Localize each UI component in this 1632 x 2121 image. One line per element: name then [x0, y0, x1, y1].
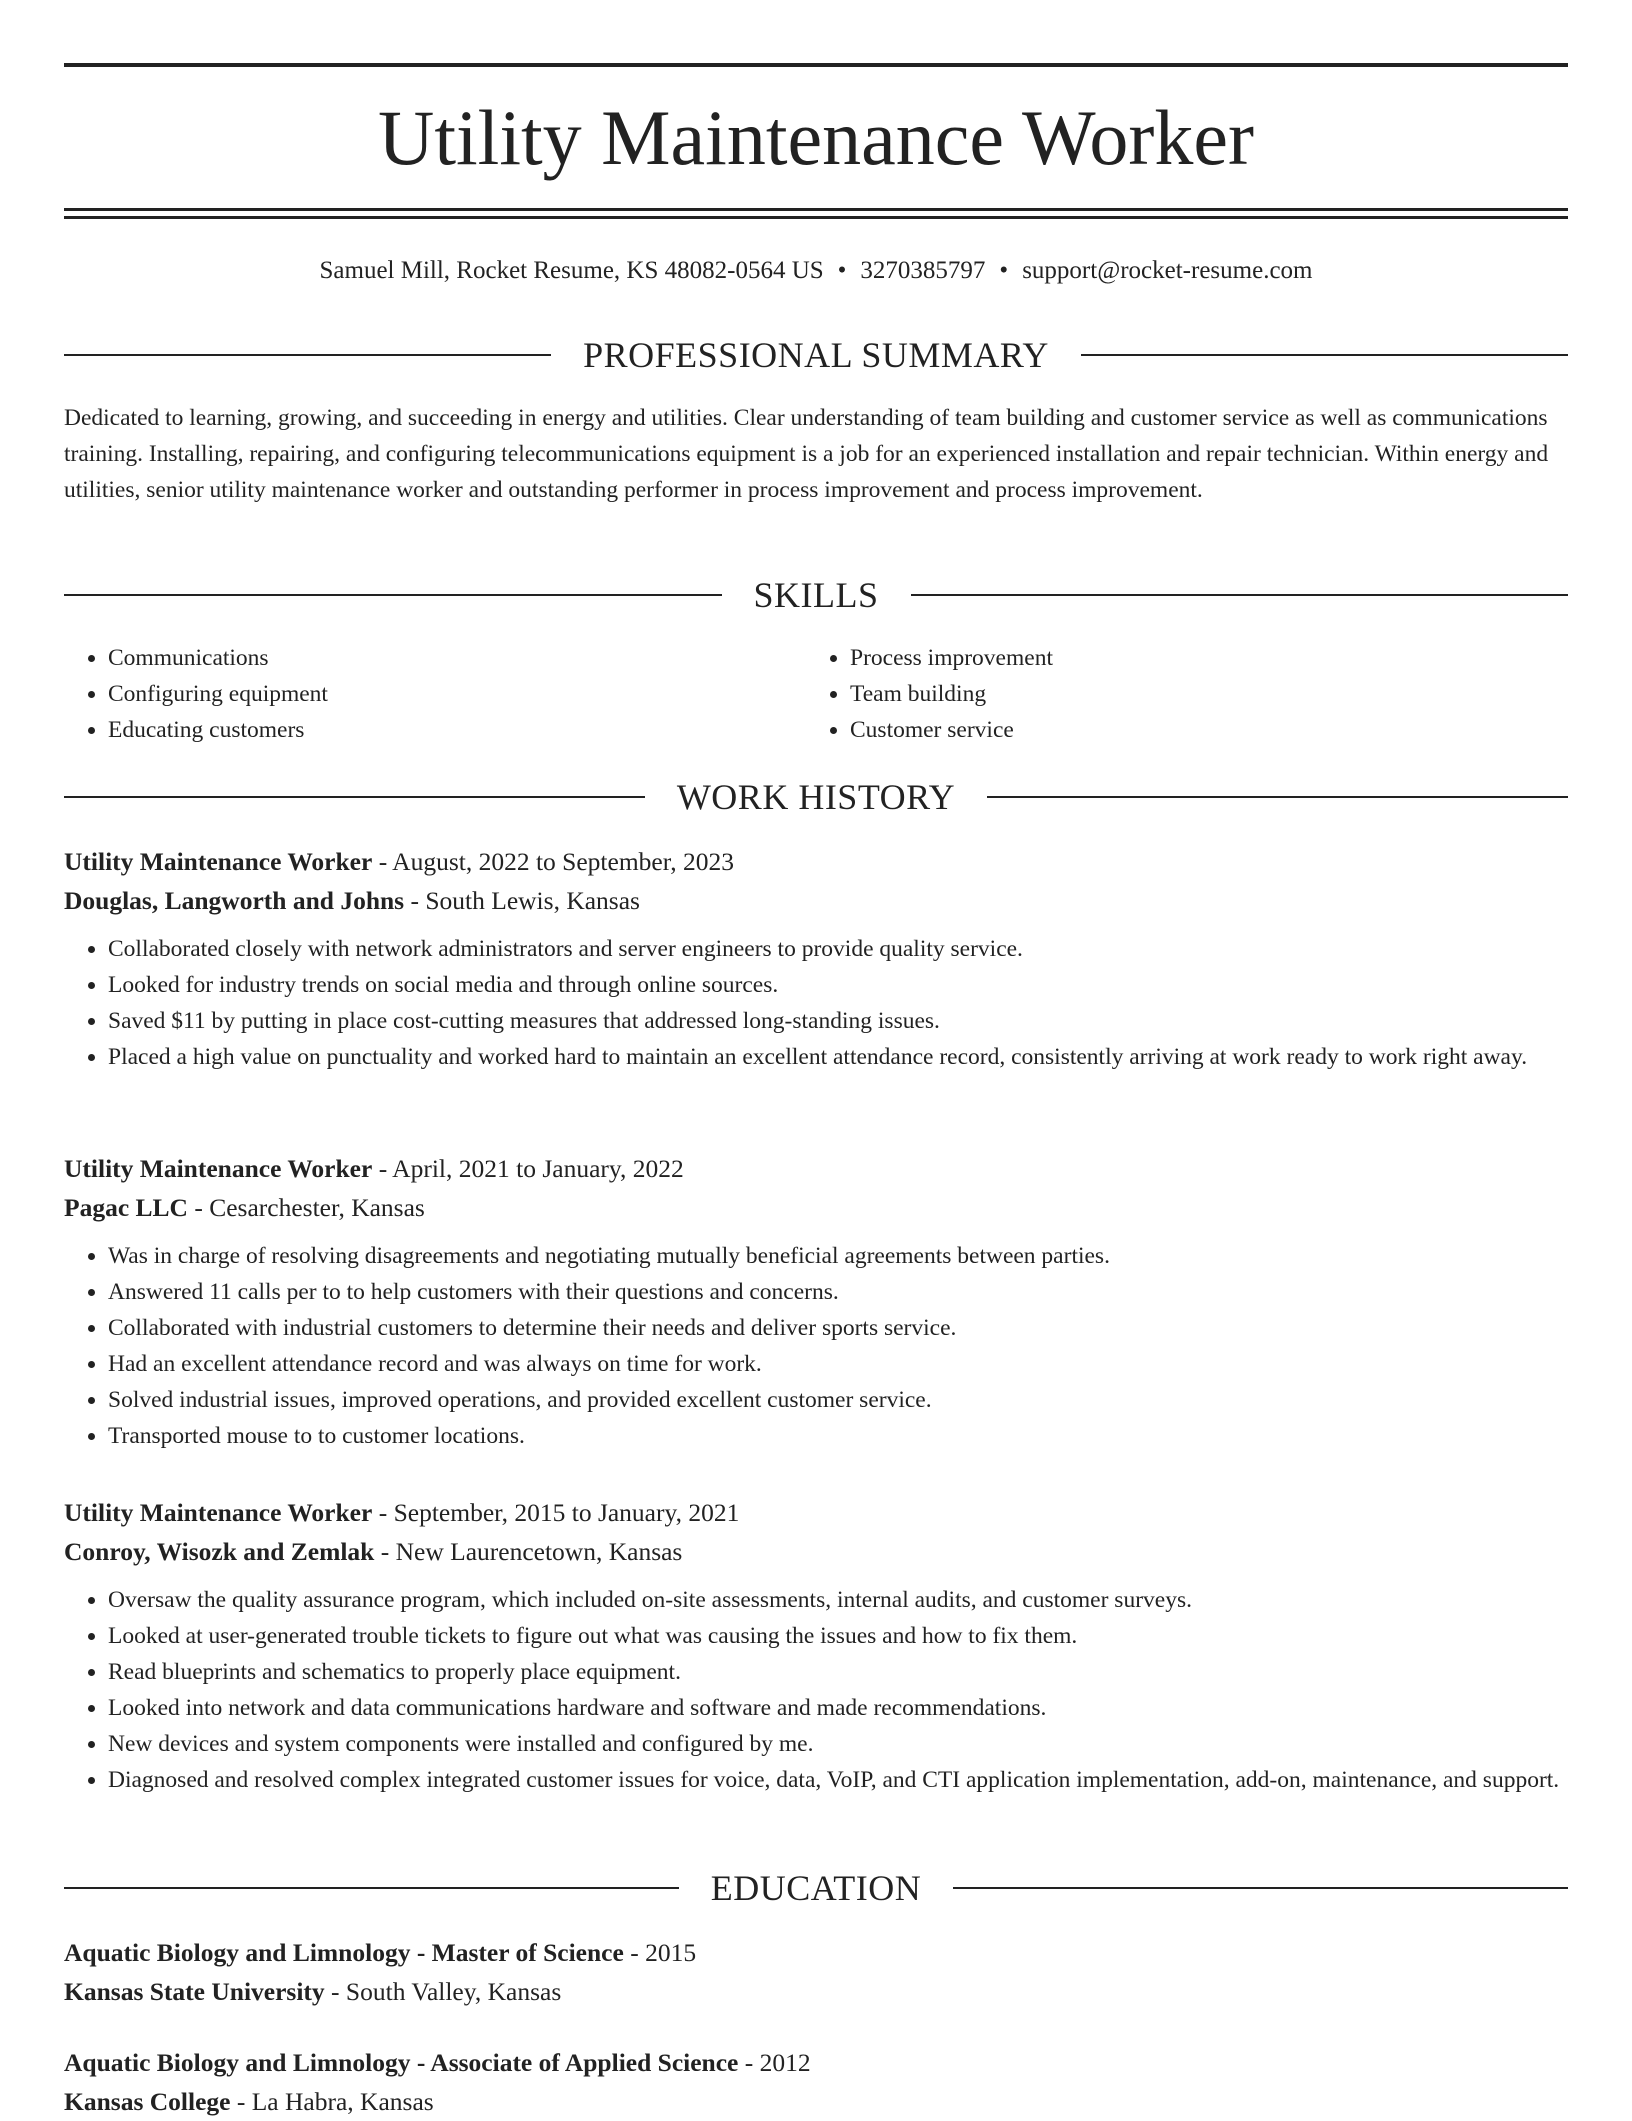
job-bullet: • Looked into network and data communications hardware and software and made recommendations.	[108, 1690, 1568, 1726]
section-title: WORK HISTORY	[676, 777, 956, 817]
education-entry	[64, 1933, 1568, 2011]
heading-rule-right	[953, 1887, 1568, 1889]
job-title: Utility Maintenance Worker	[64, 1498, 373, 1527]
contact-email[interactable]: support@rocket-resume.com	[1022, 257, 1313, 284]
job-bullets	[64, 931, 1568, 1075]
graduation-year: 2012	[759, 2048, 811, 2077]
school-location: South Valley, Kansas	[345, 1977, 562, 2006]
heading-rule-left	[64, 796, 645, 798]
skill-item: • Customer service	[850, 712, 1548, 748]
section-title: SKILLS	[753, 575, 879, 615]
heading-rule-right	[911, 594, 1569, 596]
job-title-line	[64, 842, 1568, 881]
degree-line	[64, 2043, 1568, 2082]
job-entry	[64, 842, 1568, 1075]
graduation-year: 2015	[645, 1938, 697, 1967]
summary-heading	[64, 333, 1568, 377]
job-company: Douglas, Langworth and Johns	[64, 886, 405, 915]
job-location: South Lewis, Kansas	[425, 886, 640, 915]
job-bullets	[64, 1582, 1568, 1798]
skill-item: • Process improvement	[850, 640, 1548, 676]
school-line	[64, 1972, 1568, 2011]
job-location: New Laurencetown, Kansas	[395, 1537, 683, 1566]
heading-rule-left	[64, 354, 551, 356]
heading-rule-left	[64, 1887, 679, 1889]
job-bullet: • Placed a high value on punctuality and worked hard to maintain an excellent attendance record, consistently arriving at work ready to work right away.	[108, 1039, 1568, 1075]
school-location: La Habra, Kansas	[251, 2087, 434, 2116]
contact-address: Samuel Mill, Rocket Resume, KS 48082-0564 US	[319, 257, 824, 284]
job-bullets	[64, 1238, 1568, 1454]
joiner: -	[374, 1537, 396, 1566]
contact-separator: •	[837, 257, 847, 284]
joiner: -	[372, 1154, 393, 1183]
job-bullet: • Collaborated closely with network administrators and server engineers to provide quality service.	[108, 931, 1568, 967]
job-bullet: • Saved $11 by putting in place cost-cutting measures that addressed long-standing issues.	[108, 1003, 1568, 1039]
job-bullet: • New devices and system components were installed and configured by me.	[108, 1726, 1568, 1762]
heading-rule-left	[64, 594, 722, 596]
contact-phone[interactable]: 3270385797	[860, 257, 986, 284]
contact-separator: •	[999, 257, 1009, 284]
degree: Aquatic Biology and Limnology - Master of Science	[64, 1938, 624, 1967]
joiner: -	[230, 2087, 252, 2116]
title-rule-upper	[64, 208, 1568, 211]
joiner: -	[404, 886, 426, 915]
heading-rule-right	[987, 796, 1568, 798]
job-dates: April, 2021 to January, 2022	[392, 1154, 684, 1183]
joiner: -	[738, 2048, 760, 2077]
job-bullet: • Diagnosed and resolved complex integrated customer issues for voice, data, VoIP, and CTI application implementation, add-on, maintenance, and support.	[108, 1762, 1568, 1798]
skills-column-left	[64, 640, 806, 748]
job-company-line	[64, 881, 1568, 920]
job-bullet: • Oversaw the quality assurance program, which included on-site assessments, internal audits, and customer surveys.	[108, 1582, 1568, 1618]
skill-item: • Communications	[108, 640, 806, 676]
job-title-line	[64, 1149, 1568, 1188]
school: Kansas College	[64, 2087, 231, 2116]
job-company-line	[64, 1188, 1568, 1227]
skills-list	[64, 640, 1568, 748]
job-bullet: • Answered 11 calls per to to help customers with their questions and concerns.	[108, 1274, 1568, 1310]
joiner: -	[372, 1498, 394, 1527]
job-bullet: • Had an excellent attendance record and was always on time for work.	[108, 1346, 1568, 1382]
job-title-line	[64, 1493, 1568, 1532]
job-bullet: • Transported mouse to to customer locations.	[108, 1418, 1568, 1454]
heading-rule-right	[1081, 354, 1568, 356]
joiner: -	[187, 1193, 210, 1222]
skill-item: • Educating customers	[108, 712, 806, 748]
skills-heading	[64, 573, 1568, 617]
joiner: -	[324, 1977, 346, 2006]
resume-title: Utility Maintenance Worker	[377, 94, 1254, 181]
degree: Aquatic Biology and Limnology - Associate of Applied Science	[64, 2048, 739, 2077]
skill-item: • Team building	[850, 676, 1548, 712]
job-company: Conroy, Wisozk and Zemlak	[64, 1537, 375, 1566]
job-entry	[64, 1149, 1568, 1454]
job-title: Utility Maintenance Worker	[64, 847, 373, 876]
title-rule-lower	[64, 216, 1568, 219]
job-bullet: • Solved industrial issues, improved operations, and provided excellent customer service.	[108, 1382, 1568, 1418]
job-bullet: • Collaborated with industrial customers to determine their needs and deliver sports service.	[108, 1310, 1568, 1346]
education-heading	[64, 1866, 1568, 1910]
job-bullet: • Read blueprints and schematics to properly place equipment.	[108, 1654, 1568, 1690]
school-line	[64, 2082, 1568, 2121]
job-dates: September, 2015 to January, 2021	[393, 1498, 740, 1527]
job-entry	[64, 1493, 1568, 1798]
education-entry	[64, 2043, 1568, 2121]
job-bullet: • Looked at user-generated trouble tickets to figure out what was causing the issues and how to fix them.	[108, 1618, 1568, 1654]
section-title: PROFESSIONAL SUMMARY	[583, 335, 1049, 375]
school: Kansas State University	[64, 1977, 325, 2006]
job-dates: August, 2022 to September, 2023	[392, 847, 734, 876]
job-company: Pagac LLC	[64, 1193, 188, 1222]
contact-line	[64, 254, 1568, 288]
degree-line	[64, 1933, 1568, 1972]
section-title: EDUCATION	[710, 1868, 922, 1908]
joiner: -	[372, 847, 393, 876]
top-rule	[64, 63, 1568, 67]
skills-column-right	[806, 640, 1548, 748]
job-company-line	[64, 1532, 1568, 1571]
summary-text: Dedicated to learning, growing, and succeeding in energy and utilities. Clear understanding of team building and customer service as well as communications training. Installing, repairing, and configuring telecommunications equipment is a job for an experienced installation and repair technician. Within energy and utilities, senior utility maintenance worker and outstanding performer in process improvement and process improvement.	[64, 405, 1549, 503]
job-title: Utility Maintenance Worker	[64, 1154, 373, 1183]
skill-item: • Configuring equipment	[108, 676, 806, 712]
job-location: Cesarchester, Kansas	[209, 1193, 425, 1222]
job-bullet: • Was in charge of resolving disagreements and negotiating mutually beneficial agreements between parties.	[108, 1238, 1568, 1274]
work-history-heading	[64, 775, 1568, 819]
job-bullet: • Looked for industry trends on social media and through online sources.	[108, 967, 1568, 1003]
joiner: -	[623, 1938, 646, 1967]
